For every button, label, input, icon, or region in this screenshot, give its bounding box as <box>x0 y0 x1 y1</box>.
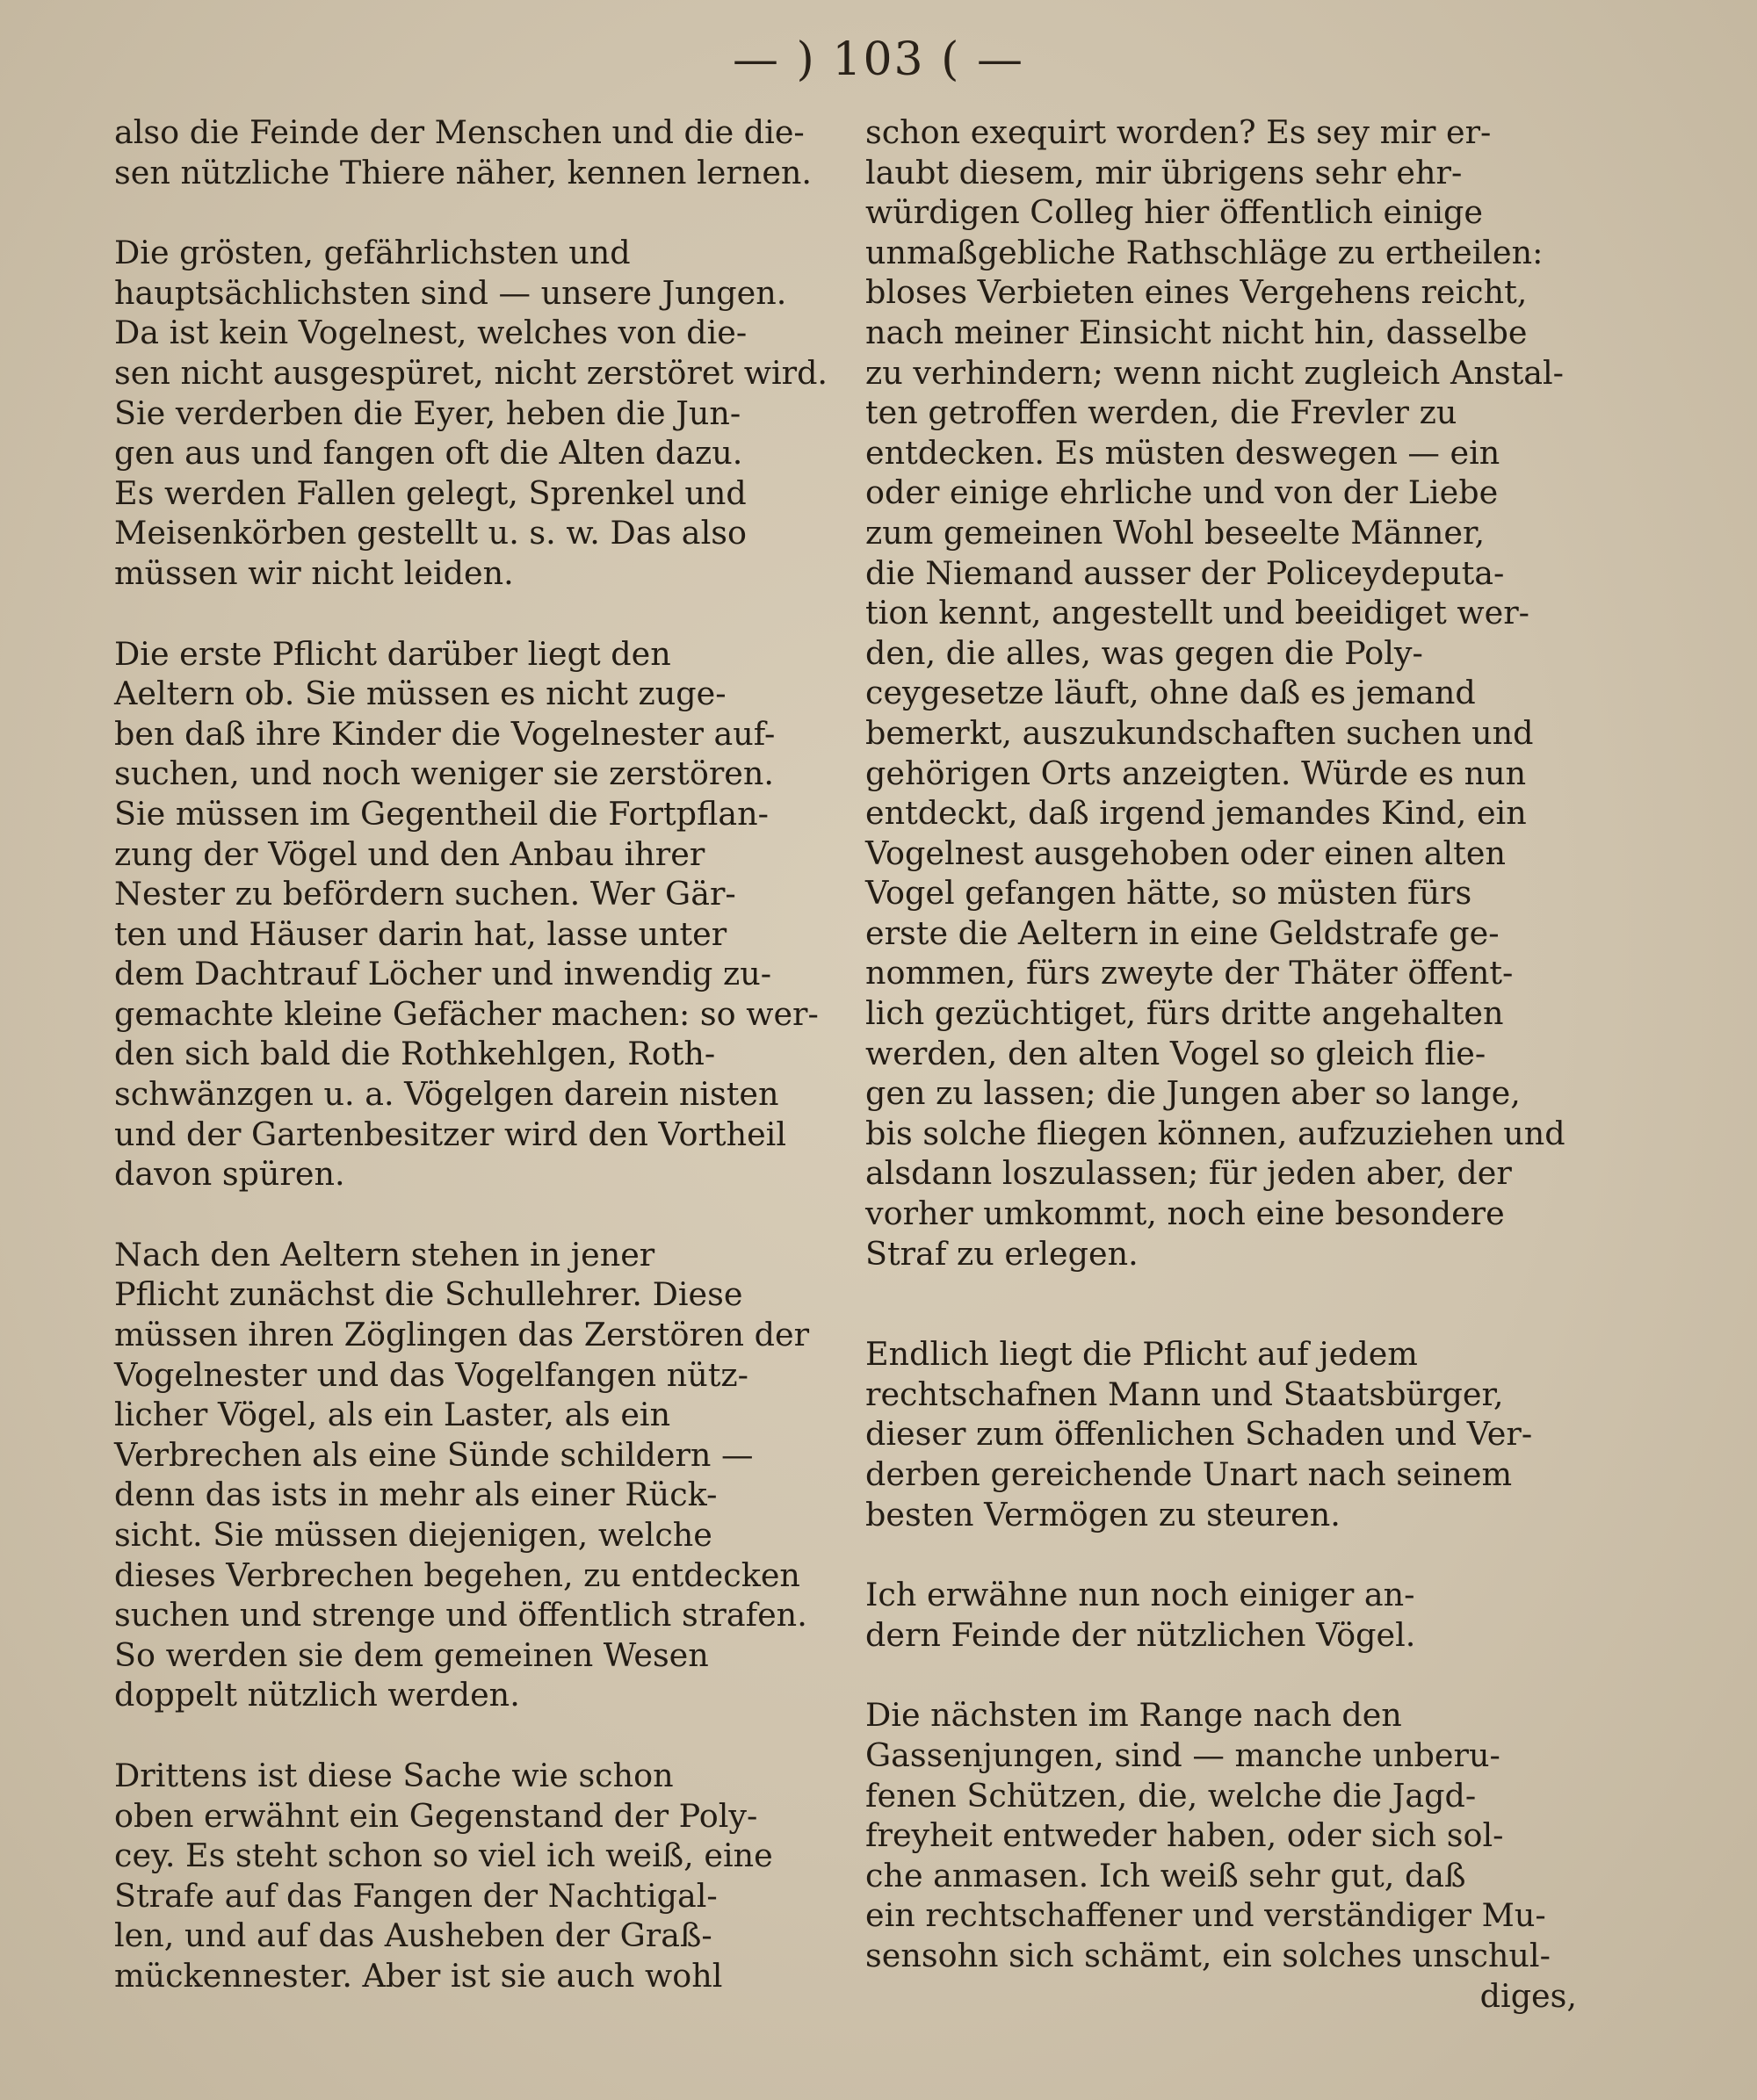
paragraph-left-2: Die grösten, gefährlichsten und hauptsächlichsten sind — unsere Jungen. Da ist kein Vogelnest, welches von die- sen nicht ausgespüret, nicht zerstöret wird. Sie verderben die Eyer, heben die Jun- gen aus und fangen oft die Alten dazu. Es werden Fallen gelegt, Sprenkel und Meisenkörben gestellt u. s. w. Das also müssen wir nicht leiden. <box>114 234 828 592</box>
page-number-header: — ) 103 ( — <box>733 33 1024 86</box>
paragraph-left-3: Die erste Pflicht darüber liegt den Aeltern ob. Sie müssen es nicht zuge- ben daß ihre Kinder die Vogelnester auf- suchen, und noch weniger sie zerstören. Sie müssen im Gegentheil die Fortpflan- zung der Vögel und den Anbau ihrer Nester zu befördern suchen. Wer Gär- ten und Häuser darin hat, lasse unter dem Dachtrauf Löcher und inwendig zu- gemachte kleine Gefächer machen: so wer- den sich bald die Rothkehlgen, Roth- schwänzgen u. a. Vögelgen darein nisten und der Gartenbesitzer wird den Vortheil davon spüren. <box>114 634 819 1194</box>
paragraph-right-3: Ich erwähne nun noch einiger an- dern Feinde der nützlichen Vögel. <box>865 1576 1416 1654</box>
left-column <box>114 112 835 1996</box>
paragraph-left-1: also die Feinde der Menschen und die die- sen nützliche Thiere näher, kennen lernen. <box>114 113 813 191</box>
paragraph-right-4: Die nächsten im Range nach den Gassenjungen, sind — manche unberu- fenen Schützen, die, welche die Jagd- freyheit entweder haben, oder sich sol- che anmasen. Ich weiß sehr gut, daß ein rechtschaffener und verständiger Mu- sensohn sich schämt, ein solches unschul- <box>865 1696 1551 1974</box>
catchword: diges, <box>1479 1976 1577 2015</box>
paragraph-left-5: Drittens ist diese Sache wie schon oben erwähnt ein Gegenstand der Poly- cey. Es steht schon so viel ich weiß, eine Strafe auf das Fangen der Nachtigal- len, und auf das Ausheben der Graß- mückennester. Aber ist sie auch wohl <box>114 1756 773 1995</box>
right-column <box>865 112 1577 2016</box>
paragraph-right-2: Endlich liegt die Pflicht auf jedem rechtschafnen Mann und Staatsbürger, dieser zum öffenlichen Schaden und Ver- derben gereichende Unart nach seinem besten Vermögen zu steuren. <box>865 1335 1533 1534</box>
paragraph-right-1: schon exequirt worden? Es sey mir er- laubt diesem, mir übrigens sehr ehr- würdigen Colleg hier öffentlich einige unmaßgebliche Rathschläge zu ertheilen: bloses Verbieten eines Vergehens reicht, nach meiner Einsicht nicht hin, dasselbe zu verhindern; wenn nicht zugleich Anstal- ten getroffen werden, die Frevler zu entdecken. Es müsten deswegen — ein oder einige ehrliche und von der Liebe zum gemeinen Wohl beseelte Männer, die Niemand ausser der Policeydeputa- tion kennt, angestellt und beeidiget wer- den, die alles, was gegen die Poly- ceygesetze läuft, ohne daß es jemand bemerkt, auszukundschaften suchen und gehörigen Orts anzeigten. Würde es nun entdeckt, daß irgend jemandes Kind, ein Vogelnest ausgehoben oder einen alten Vogel gefangen hätte, so müsten fürs erste die Aeltern in eine Geldstrafe ge- nommen, fürs zweyte der Thäter öffent- lich gezüchtiget, fürs dritte angehalten werden, den alten Vogel so gleich flie- gen zu lassen; die Jungen aber so lange, bis solche fliegen können, aufzuziehen und alsdann loszulassen; für jeden aber, der vorher umkommt, noch eine besondere Straf zu erlegen. <box>865 113 1565 1273</box>
paragraph-left-4: Nach den Aeltern stehen in jener Pflicht zunächst die Schullehrer. Diese müssen ihren Zöglingen das Zerstören der Vogelnester und das Vogelfangen nütz- licher Vögel, als ein Laster, als ein Verbrechen als eine Sünde schildern — denn das ists in mehr als einer Rück- sicht. Sie müssen diejenigen, welche dieses Verbrechen begehen, zu entdecken suchen und strenge und öffentlich strafen. So werden sie dem gemeinen Wesen doppelt nützlich werden. <box>114 1235 810 1714</box>
